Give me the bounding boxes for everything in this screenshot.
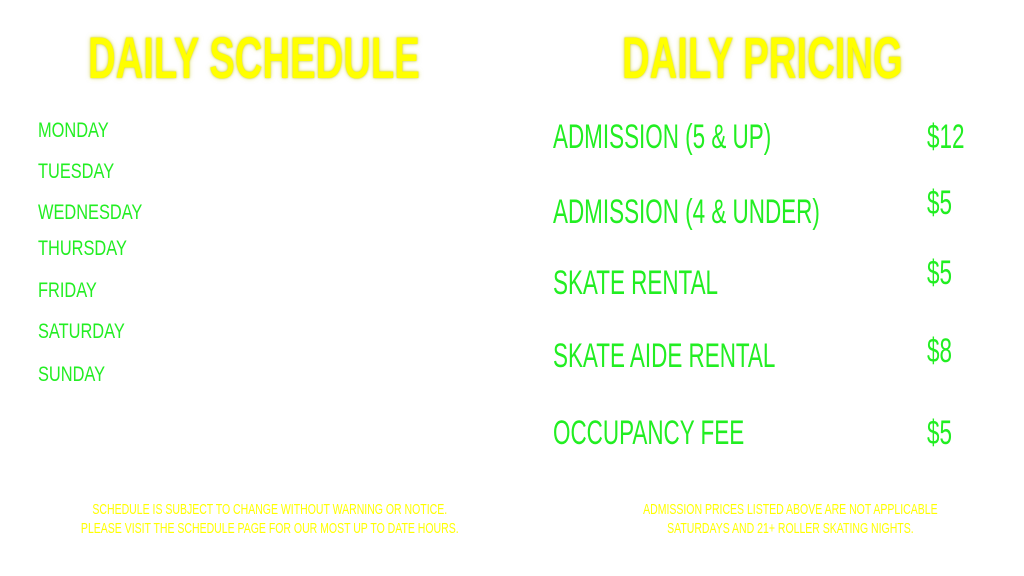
pricing-disclaimer-line: SATURDAYS AND 21+ ROLLER SKATING NIGHTS. (666, 520, 914, 537)
pricing-disclaimer-line: ADMISSION PRICES LISTED ABOVE ARE NOT APPLICABLE (642, 501, 938, 518)
price-item-label: ADMISSION (5 & UP) (553, 118, 772, 156)
price-item-label: OCCUPANCY FEE (553, 414, 745, 452)
day-monday: MONDAY (38, 119, 109, 142)
pricing-disclaimer (530, 500, 1024, 538)
schedule-disclaimer (0, 500, 520, 538)
schedule-disclaimer-line: PLEASE VISIT THE SCHEDULE PAGE FOR OUR MOST UP TO DATE HOURS. (80, 520, 459, 537)
price-item-value: $5 (927, 254, 952, 292)
price-item-value: $5 (927, 414, 952, 452)
price-item-value: $12 (927, 118, 965, 156)
day-thursday: THURSDAY (38, 237, 127, 260)
day-saturday: SATURDAY (38, 320, 125, 343)
price-item-value: $8 (927, 332, 952, 370)
day-friday: FRIDAY (38, 279, 97, 302)
schedule-title: DAILY SCHEDULE (88, 26, 420, 91)
day-sunday: SUNDAY (38, 363, 106, 386)
day-tuesday: TUESDAY (38, 160, 115, 183)
price-item-label: SKATE RENTAL (553, 264, 719, 302)
price-item-label: ADMISSION (4 & UNDER) (553, 193, 820, 231)
schedule-disclaimer-line: SCHEDULE IS SUBJECT TO CHANGE WITHOUT WARNING OR NOTICE. (92, 501, 448, 518)
price-item-value: $5 (927, 184, 952, 222)
pricing-title: DAILY PRICING (622, 26, 903, 91)
day-wednesday: WEDNESDAY (38, 201, 143, 224)
price-item-label: SKATE AIDE RENTAL (553, 337, 776, 375)
